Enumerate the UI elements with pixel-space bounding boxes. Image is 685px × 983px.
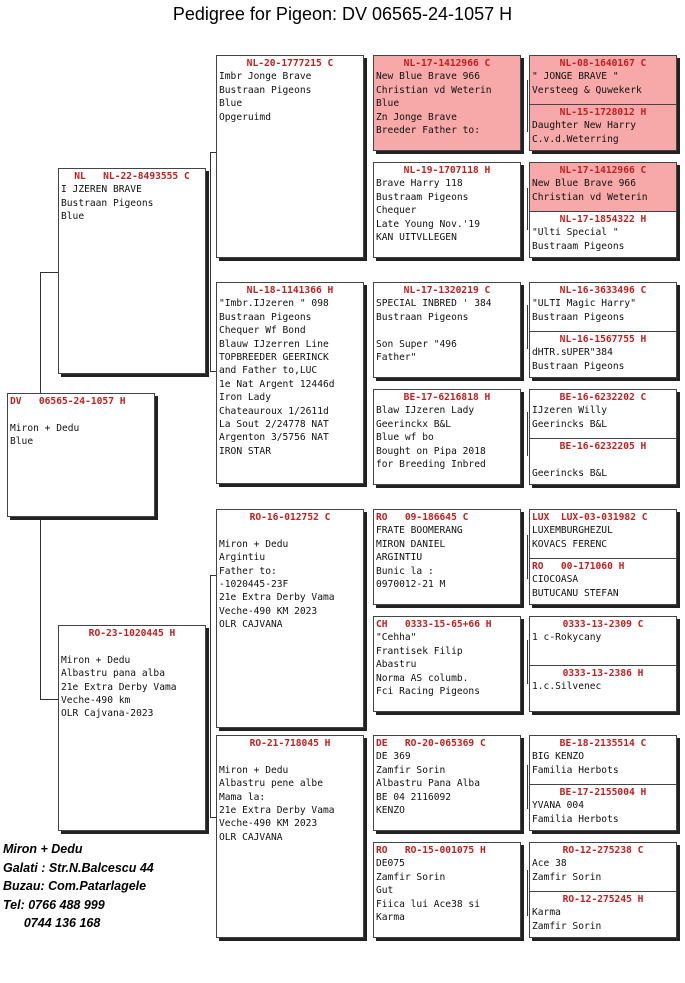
card-line: Bought on Pipa 2018: [376, 445, 486, 457]
card-line: Chequer Wf Bond: [219, 325, 306, 337]
card-line: YVANA 004: [532, 800, 584, 812]
card-line: New Blue Brave 966: [532, 178, 636, 190]
card-line: KOVACS FERENC: [532, 538, 608, 550]
card-line: BUTUCANU STEFAN: [532, 587, 619, 599]
contact-phone: Tel: 0766 488 999: [3, 897, 105, 912]
breeder-contact: [3, 840, 154, 933]
contact-name: Miron + Dedu: [3, 842, 83, 856]
ring-number: 0333-13-2309 C: [562, 619, 644, 630]
card-line: Argintiu: [219, 552, 266, 564]
card-line: Brave Harry 118: [376, 178, 463, 190]
card-line: Veche-490 KM 2023: [219, 818, 318, 830]
grandparent-card[interactable]: [216, 735, 364, 938]
great-grandparent-card[interactable]: [373, 842, 521, 938]
card-line: Albastru Pana Alba: [376, 778, 480, 790]
ring-number: NL-15-1728012 H: [559, 107, 647, 118]
card-line: Bustraan Pigeons: [376, 311, 469, 323]
card-line: Gut: [376, 885, 394, 897]
card-line: La Sout 2/24778 NAT: [219, 419, 329, 431]
ancestor-pair-card[interactable]: [529, 389, 677, 485]
card-line: Opgeruimd: [219, 111, 271, 123]
card-line: Chateauroux 1/2611d: [219, 405, 329, 417]
contact-phone: 0744 136 168: [3, 916, 101, 930]
card-line: Albastru pene albe: [219, 778, 323, 790]
card-line: Versteeg & Quwekerk: [532, 84, 642, 96]
card-line: DE 369: [376, 751, 411, 763]
great-grandparent-card[interactable]: [373, 55, 521, 151]
card-line: Zamfir Sorin: [376, 871, 446, 883]
card-line: [374, 324, 520, 337]
card-line: Zamfir Sorin: [532, 871, 602, 883]
ancestor-pair-card[interactable]: [529, 162, 677, 258]
card-line: Karma: [532, 907, 561, 919]
card-line: Imbr Jonge Brave: [219, 71, 312, 83]
card-line: Son Super "496: [376, 338, 457, 350]
card-line: 1.c.Silvenec: [532, 681, 602, 693]
card-line: CIOCOASA: [532, 574, 579, 586]
ring-number: LUX LUX-03-031982 C: [532, 512, 648, 523]
card-line: 1e Nat Argent 12446d: [219, 378, 335, 390]
card-line: New Blue Brave 966: [376, 71, 480, 83]
card-line: Christian vd Weterin: [532, 191, 648, 203]
card-line: Bustraan Pigeons: [532, 360, 625, 372]
card-line: 21e Extra Derby Vama: [219, 805, 335, 817]
ring-number: 0333-13-2386 H: [562, 668, 644, 679]
card-line: Abastru: [376, 659, 417, 671]
grandparent-card[interactable]: [216, 509, 364, 728]
ring-number: NL-16-3633496 C: [559, 285, 647, 296]
card-line: Norma AS columb.: [376, 672, 469, 684]
card-line: OLR CAJVANA: [219, 619, 283, 631]
card-line: "Cehha": [376, 632, 417, 644]
card-line: TOPBREEDER GEERINCK: [219, 352, 329, 364]
card-line: Christian vd Weterin: [376, 84, 492, 96]
card-line: Zn Jonge Brave: [376, 111, 457, 123]
card-line: KENZO: [376, 805, 405, 817]
card-line: Geerinckx B&L: [376, 418, 452, 430]
subject-line: Miron + Dedu: [10, 422, 80, 434]
card-line: Blaw IJzeren Lady: [376, 405, 475, 417]
sire-line: I JZEREN BRAVE: [61, 184, 142, 196]
card-line: Father to:: [219, 565, 277, 577]
contact-address: Galati : Str.N.Balcescu 44: [3, 860, 154, 875]
ring-number: NL-16-1567755 H: [559, 334, 647, 345]
card-line: ARGINTIU: [376, 552, 423, 564]
card-line: SPECIAL INBRED ' 384: [376, 298, 492, 310]
card-line: Bunic la :: [376, 565, 434, 577]
card-line: Zamfir Sorin: [376, 764, 446, 776]
card-line: Blue: [219, 98, 243, 110]
ring-number: CH 0333-15-65+66 H: [376, 619, 492, 630]
card-line: Chequer: [376, 205, 417, 217]
ring-number: RO-16-012752 C: [249, 512, 331, 523]
ring-number: RO-12-275238 C: [562, 845, 644, 856]
ring-number: RO RO-15-001075 H: [376, 845, 486, 856]
card-line: Ace 38: [532, 858, 567, 870]
card-line: IJzeren Willy: [532, 405, 608, 417]
card-line: OLR CAJVANA: [219, 831, 283, 843]
ring-number: NL-17-1412966 C: [559, 165, 647, 176]
subject-line: Blue: [10, 436, 34, 448]
card-line: Frantisek Filip: [376, 645, 463, 657]
ancestor-pair-card[interactable]: [529, 735, 677, 831]
card-line: "ULTI Magic Harry": [532, 298, 636, 310]
ring-number: BE-16-6232202 C: [559, 392, 647, 403]
card-line: Daughter New Harry: [532, 120, 636, 132]
card-line: Familia Herbots: [532, 813, 619, 825]
card-line: Bustraam Pigeons: [532, 240, 625, 252]
card-line: for Breeding Inbred: [376, 459, 486, 471]
card-line: Argenton 3/5756 NAT: [219, 432, 329, 444]
card-line: Bustraam Pigeons: [376, 191, 469, 203]
card-line: "Imbr.IJzeren " 098: [219, 298, 329, 310]
card-line: FRATE BOOMERANG: [376, 525, 463, 537]
card-line: [530, 453, 676, 466]
great-grandparent-card[interactable]: [373, 162, 521, 258]
card-line: Fiica lui Ace38 si: [376, 898, 480, 910]
subject-ring: DV 06565-24-1057 H: [10, 396, 126, 407]
card-line: -1020445-23F: [219, 579, 289, 591]
dam-line: Albastru pana alba: [61, 668, 165, 680]
dam-line: OLR Cajvana-2023: [61, 708, 154, 720]
great-grandparent-card[interactable]: [373, 616, 521, 712]
card-line: DE075: [376, 858, 405, 870]
ring-number: BE-17-6216818 H: [403, 392, 491, 403]
ring-number: BE-17-2155004 H: [559, 787, 647, 798]
ancestor-pair-card[interactable]: [529, 616, 677, 712]
card-line: Iron Lady: [219, 392, 271, 404]
ancestor-pair-card[interactable]: [529, 509, 677, 605]
ring-number: NL-19-1707118 H: [403, 165, 491, 176]
card-line: Blauw IJzerren Line: [219, 338, 329, 350]
card-line: " JONGE BRAVE ": [532, 71, 619, 83]
card-line: KAN UITVLLEGEN: [376, 232, 457, 244]
ancestor-pair-card[interactable]: [529, 55, 677, 151]
card-line: Mama la:: [219, 791, 266, 803]
dam-line: Veche-490 km: [61, 695, 131, 707]
card-line: MIRON DANIEL: [376, 538, 446, 550]
card-line: LUXEMBURGHEZUL: [532, 525, 613, 537]
card-line: Miron + Dedu: [219, 764, 289, 776]
ring-number: NL-18-1141366 H: [246, 285, 334, 296]
card-line: "Ulti Special ": [532, 227, 619, 239]
ancestor-pair-card[interactable]: [529, 842, 677, 938]
ring-number: BE-18-2135514 C: [559, 738, 647, 749]
dam-line: [59, 640, 205, 653]
subject-line: [8, 408, 154, 421]
contact-address: Buzau: Com.Patarlagele: [3, 879, 147, 893]
card-line: Geerincks B&L: [532, 467, 608, 479]
card-line: IRON STAR: [219, 445, 271, 457]
ring-number: BE-16-6232205 H: [559, 441, 647, 452]
card-line: Fci Racing Pigeons: [376, 686, 480, 698]
card-line: Breeder Father to:: [376, 125, 480, 137]
great-grandparent-card[interactable]: [373, 735, 521, 831]
dam-ring: RO-23-1020445 H: [88, 628, 176, 639]
dam-line: Miron + Dedu: [61, 654, 131, 666]
card-line: BE 04 2116092: [376, 791, 452, 803]
page-title: Pedigree for Pigeon: DV 06565-24-1057 H: [172, 4, 513, 24]
card-line: Veche-490 KM 2023: [219, 605, 318, 617]
card-line: Blue wf bo: [376, 432, 434, 444]
ring-number: NL-17-1854322 H: [559, 214, 647, 225]
card-line: Geerincks B&L: [532, 418, 608, 430]
card-line: Bustraan Pigeons: [219, 84, 312, 96]
great-grandparent-card[interactable]: [373, 389, 521, 485]
card-line: Bustraan Pigeons: [219, 311, 312, 323]
card-line: 21e Extra Derby Vama: [219, 592, 335, 604]
card-line: [217, 750, 363, 763]
sire-card[interactable]: [58, 168, 206, 374]
great-grandparent-card[interactable]: [373, 282, 521, 378]
grandparent-card[interactable]: [216, 282, 364, 484]
card-line: C.v.d.Weterring: [532, 133, 619, 145]
card-line: Bustraan Pigeons: [532, 311, 625, 323]
card-line: 1 c-Rokycany: [532, 632, 602, 644]
card-line: and Father to,LUC: [219, 365, 318, 377]
card-line: Late Young Nov.'19: [376, 218, 480, 230]
card-line: Zamfir Sorin: [532, 920, 602, 932]
ring-number: RO-21-718045 H: [249, 738, 331, 749]
card-line: dHTR.sUPER"384: [532, 347, 613, 359]
subject-card[interactable]: [7, 393, 155, 517]
dam-line: 21e Extra Derby Vama: [61, 681, 177, 693]
great-grandparent-card[interactable]: [373, 509, 521, 605]
ring-number: NL-17-1320219 C: [403, 285, 491, 296]
card-line: Familia Herbots: [532, 764, 619, 776]
card-line: Miron + Dedu: [219, 538, 289, 550]
grandparent-card[interactable]: [216, 55, 364, 258]
card-line: Father": [376, 352, 417, 364]
ancestor-pair-card[interactable]: [529, 282, 677, 378]
card-line: BIG KENZO: [532, 751, 584, 763]
ring-number: NL-08-1640167 C: [559, 58, 647, 69]
sire-ring: NL NL-22-8493555 C: [74, 171, 190, 182]
card-line: Blue: [376, 98, 400, 110]
card-line: [217, 524, 363, 537]
ring-number: DE RO-20-065369 C: [376, 738, 486, 749]
ring-number: NL-20-1777215 C: [246, 58, 334, 69]
ring-number: RO 09-186645 C: [376, 512, 469, 523]
sire-line: Bustraan Pigeons: [61, 197, 154, 209]
card-line: 0970012-21 M: [376, 579, 446, 591]
ring-number: NL-17-1412966 C: [403, 58, 491, 69]
dam-card[interactable]: [58, 625, 206, 831]
ring-number: RO-12-275245 H: [562, 894, 644, 905]
card-line: Karma: [376, 912, 405, 924]
sire-line: Blue: [61, 211, 85, 223]
ring-number: RO 00-171060 H: [532, 561, 625, 572]
